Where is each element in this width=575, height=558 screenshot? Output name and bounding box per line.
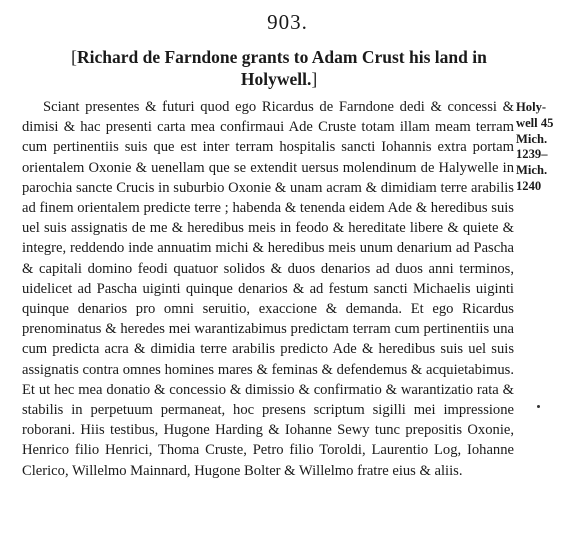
document-number: 903. xyxy=(267,10,308,34)
heading-open-bracket: [ xyxy=(71,47,77,67)
charter-body-text: Sciant presentes & futuri quod ego Ricardus de Farndone dedi & concessi & dimisi & hac presenti carta mea confirmaui Ade Cruste totam illam meam terram cum pertinentiis suis que est inter terram hospitalis sancti Iohannis extra portam orientalem Oxonie & uenellam que se extendit uersus molendinum de Halywelle in parochia sancte Crucis in suburbio Oxonie & unam acram & dimidiam terre arabilis ad finem orientalem predicte terre ; habenda & tenenda eidem Ade & heredibus suis uel suis assignatis de me & heredibus meis in feodo & hereditate libere & quiete & integre, reddendo inde annuatim michi & heredibus meis unum denarium ad Pascha & capitali domino feodi quatuor solidos & duos denarios ad duos anni terminos, uidelicet ad Pascha uiginti quinque denarios & ad festum sancti Michaelis uiginti quinque denarios pro omni seruitio, exaccione & demanda. Et ego Ricardus prenominatus & heredes mei warantizabimus predictam terram cum pertinentiis una cum predicta acra & dimidia terre arabilis predicto Ade & heredibus suis uel suis assignatis contra omnes homines mares & feminas & defendemus & acquietabimus. Et ut hec mea donatio & concessio & dimissio & confirmatio & warantizatio rata & stabilis in perpetuum permaneat, hoc presens scriptum sigilli mei impressione roborani. Hiis testibus, Hugone Harding & Iohanne Sewy tunc prepositis Oxonie, Henrico filio Henrici, Thoma Cruste, Petro filio Toroldi, Laurentio Log, Iohanne Clerico, Willelmo Mainnard, Hugone Bolter & Willelmo fratre eius & aliis. xyxy=(22,99,514,479)
margin-note-line: well 45 xyxy=(516,115,554,130)
margin-note-line: Holy- xyxy=(516,100,547,114)
margin-note-line: Mich. xyxy=(516,163,548,178)
margin-note-line: 1239– xyxy=(516,147,548,162)
margin-note-line: Mich. xyxy=(516,131,548,146)
document-heading xyxy=(40,46,518,90)
stray-ink-dot xyxy=(537,405,540,408)
margin-note xyxy=(516,100,572,195)
heading-text: Richard de Farndone grants to Adam Crust his land in Holywell. xyxy=(76,47,487,89)
heading-close-bracket: ] xyxy=(311,69,318,89)
margin-note-line: 1240 xyxy=(516,178,542,193)
